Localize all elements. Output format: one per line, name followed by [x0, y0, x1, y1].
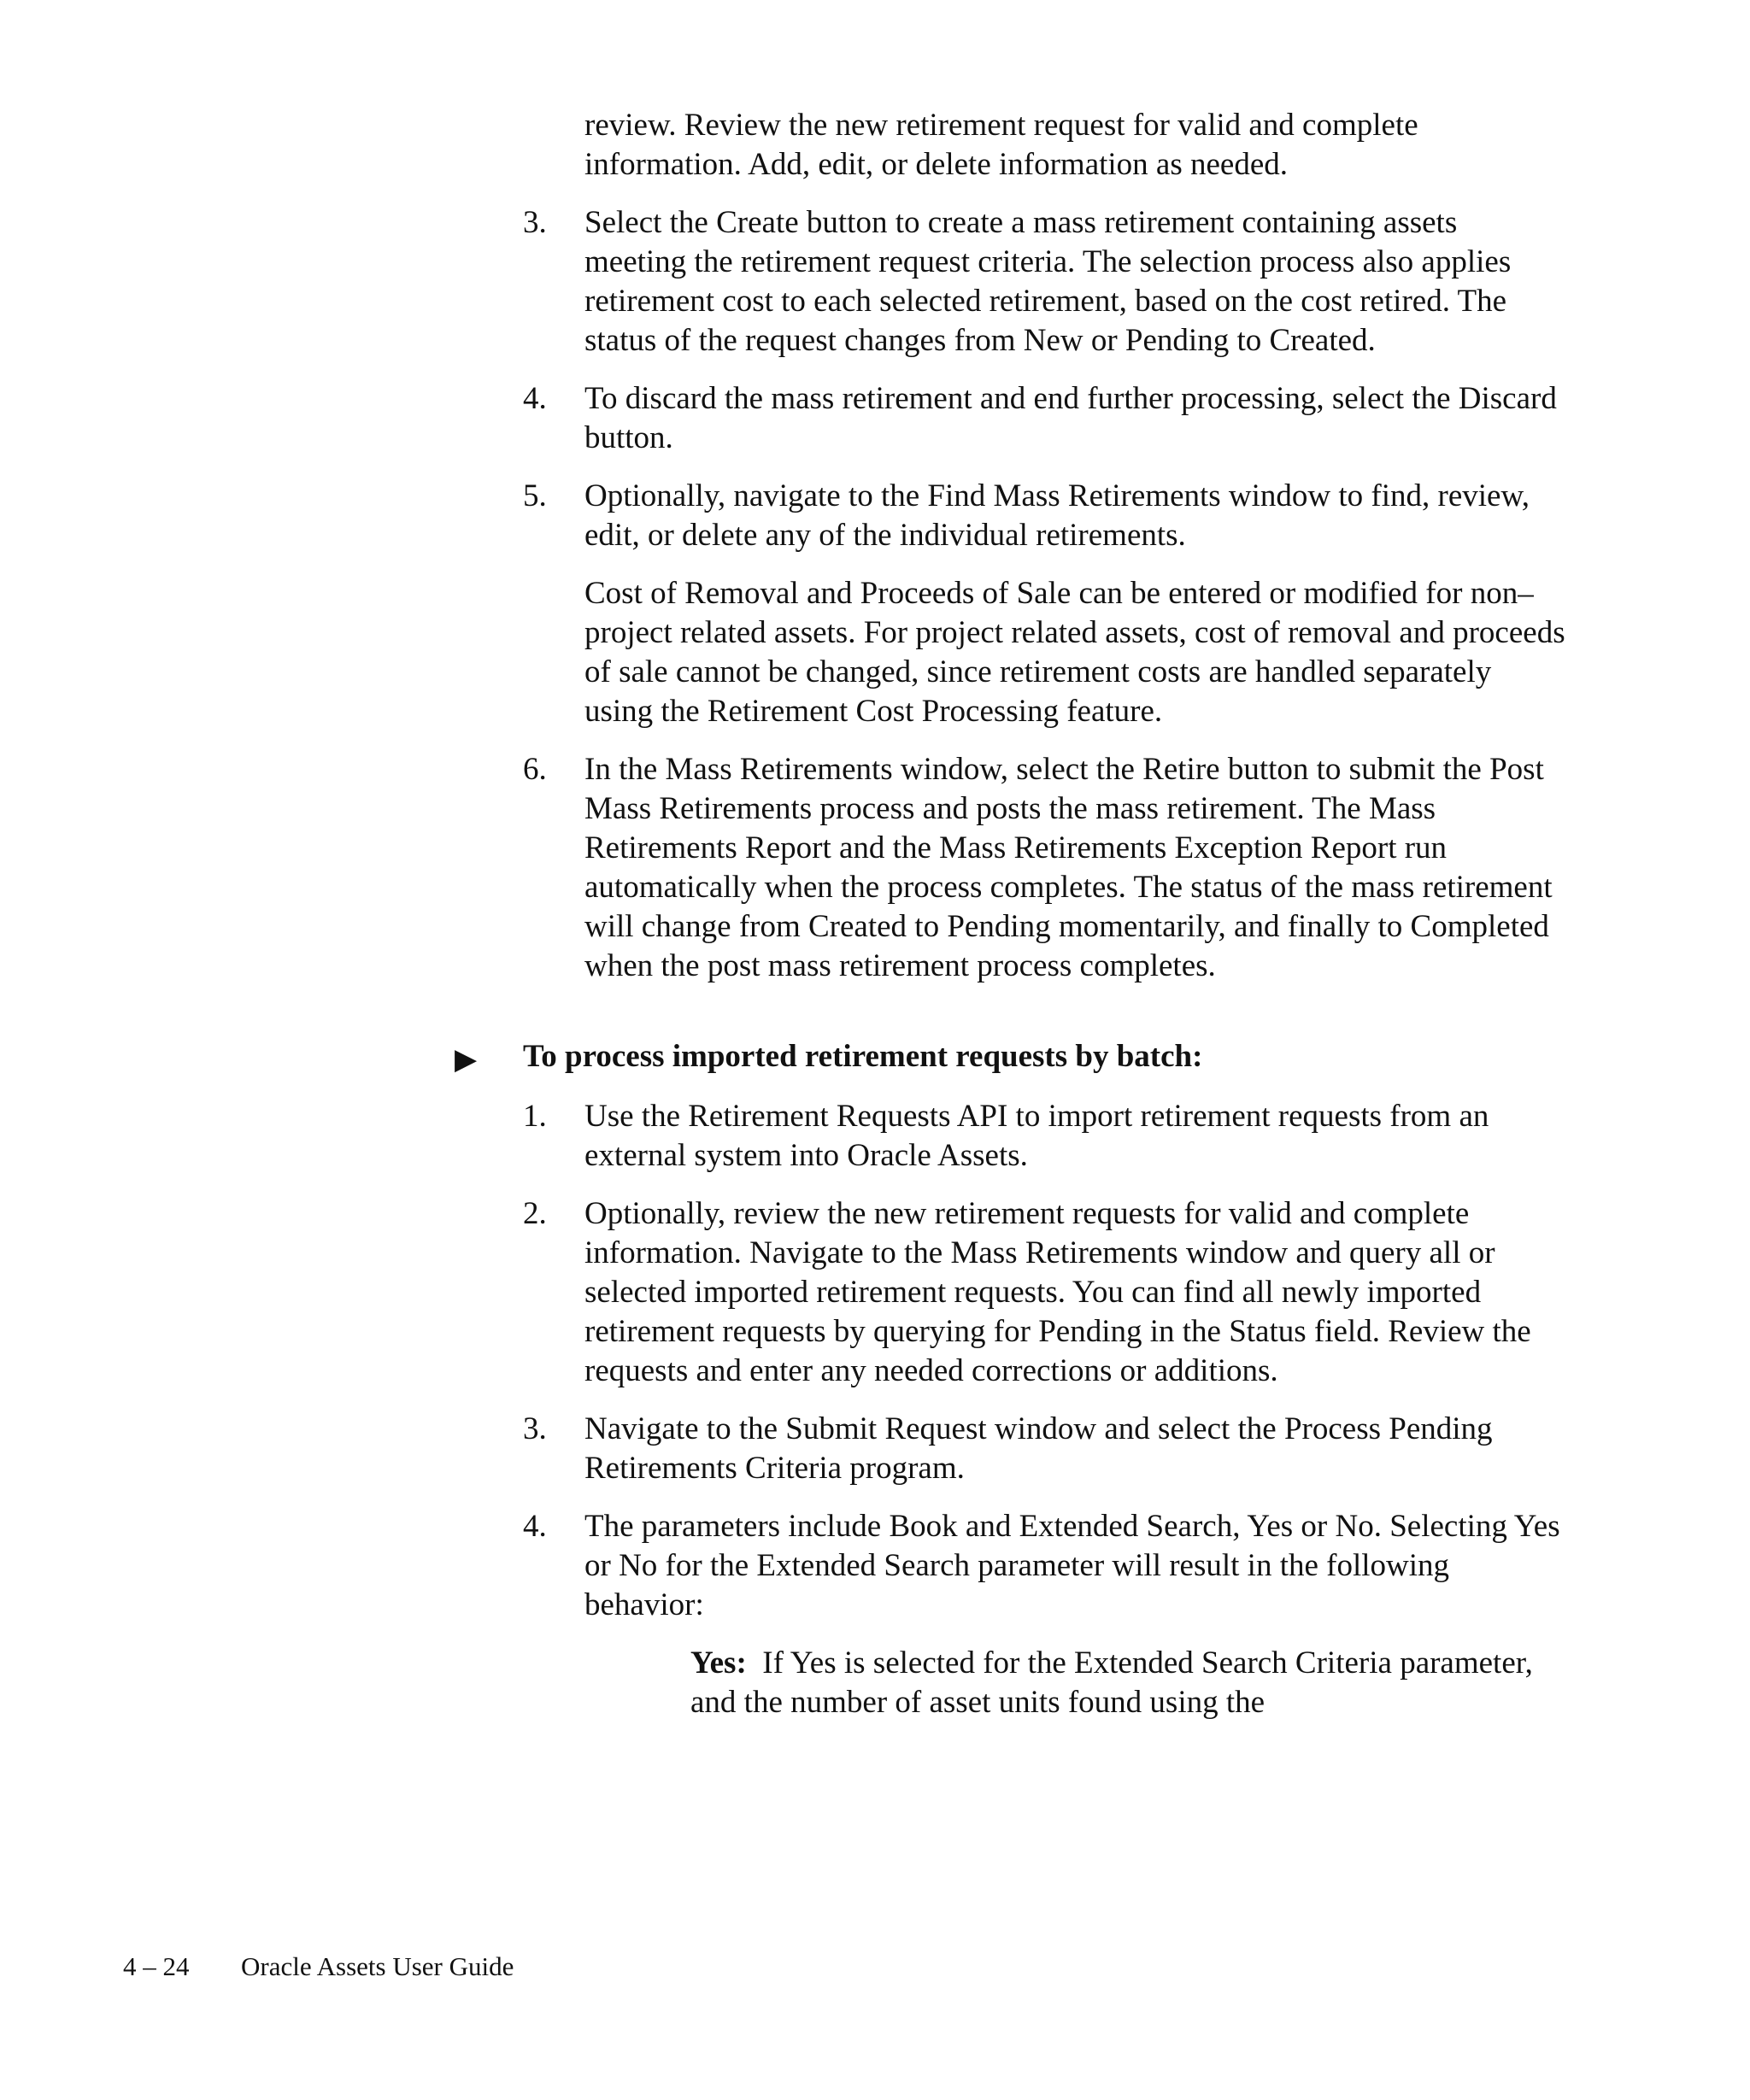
intro-continuation: review. Review the new retirement request for valid and complete information. Add, edit, or delete information as needed. — [584, 108, 1418, 182]
triangle-bullet-icon: ▶ — [455, 1044, 478, 1076]
step-text: The parameters include Book and Extended Search, Yes or No. Selecting Yes or No for the Extended Search parameter will result in the following behavior: — [584, 1509, 1560, 1622]
step-text: Use the Retirement Requests API to import retirement requests from an external system into Oracle Assets. — [584, 1099, 1489, 1173]
cost-of-removal-note: Cost of Removal and Proceeds of Sale can be entered or modified for non–project related assets. For project related assets, cost of removal and proceeds of sale cannot be changed, since retirement costs are handled separately using the Retirement Cost Processing feature. — [584, 576, 1565, 729]
yes-text: If Yes is selected for the Extended Search Criteria parameter, and the number of asset units found using the — [690, 1645, 1533, 1720]
section-heading — [455, 1037, 1565, 1076]
step-number: 5. — [523, 478, 547, 513]
step-text: Optionally, navigate to the Find Mass Retirements window to find, review, edit, or delete any of the individual retirements. — [584, 478, 1530, 553]
step-4 — [523, 379, 1565, 458]
section-heading-text: To process imported retirement requests by batch: — [523, 1039, 1203, 1074]
page-content — [455, 106, 1565, 1722]
step-5 — [523, 477, 1565, 555]
page-footer — [123, 1950, 514, 1983]
step-number: 2. — [523, 1196, 547, 1231]
step-number: 6. — [523, 752, 547, 787]
guide-title: Oracle Assets User Guide — [241, 1951, 514, 1981]
yes-label: Yes: — [690, 1645, 747, 1681]
step-text: Select the Create button to create a mass retirement containing assets meeting the retirement request criteria. The selection process also applies retirement cost to each selected retirement, based on the cost retired. The status of the request changes from New or Pending to Created. — [584, 205, 1512, 358]
step-text: In the Mass Retirements window, select the Retire button to submit the Post Mass Retirements process and posts the mass retirement. The Mass Retirements Report and the Mass Retirements Exception Report run automatically when the process completes. The status of the mass retirement will change from Created to Pending momentarily, and finally to Completed when the post mass retirement process completes. — [584, 752, 1553, 983]
step-number: 4. — [523, 381, 547, 416]
batch-step-4 — [523, 1507, 1565, 1625]
yes-option-description — [523, 1644, 1565, 1722]
step-text: Navigate to the Submit Request window and select the Process Pending Retirements Criteria program. — [584, 1411, 1493, 1486]
batch-step-1 — [523, 1097, 1565, 1176]
page-number: 4 – 24 — [123, 1951, 190, 1981]
step-number: 4. — [523, 1509, 547, 1544]
batch-step-2 — [523, 1194, 1565, 1391]
step-text: To discard the mass retirement and end further processing, select the Discard button. — [584, 381, 1557, 455]
step-number: 3. — [523, 205, 547, 240]
step-6 — [523, 750, 1565, 986]
step-3 — [523, 203, 1565, 361]
batch-step-3 — [523, 1410, 1565, 1488]
step-text: Optionally, review the new retirement requests for valid and complete information. Navigate to the Mass Retirements window and query all or selected imported retirement requests. You can find all newly imported retirement requests by querying for Pending in the Status field. Review the requests and enter any needed corrections or additions. — [584, 1196, 1531, 1388]
step-number: 1. — [523, 1099, 547, 1134]
step-number: 3. — [523, 1411, 547, 1446]
